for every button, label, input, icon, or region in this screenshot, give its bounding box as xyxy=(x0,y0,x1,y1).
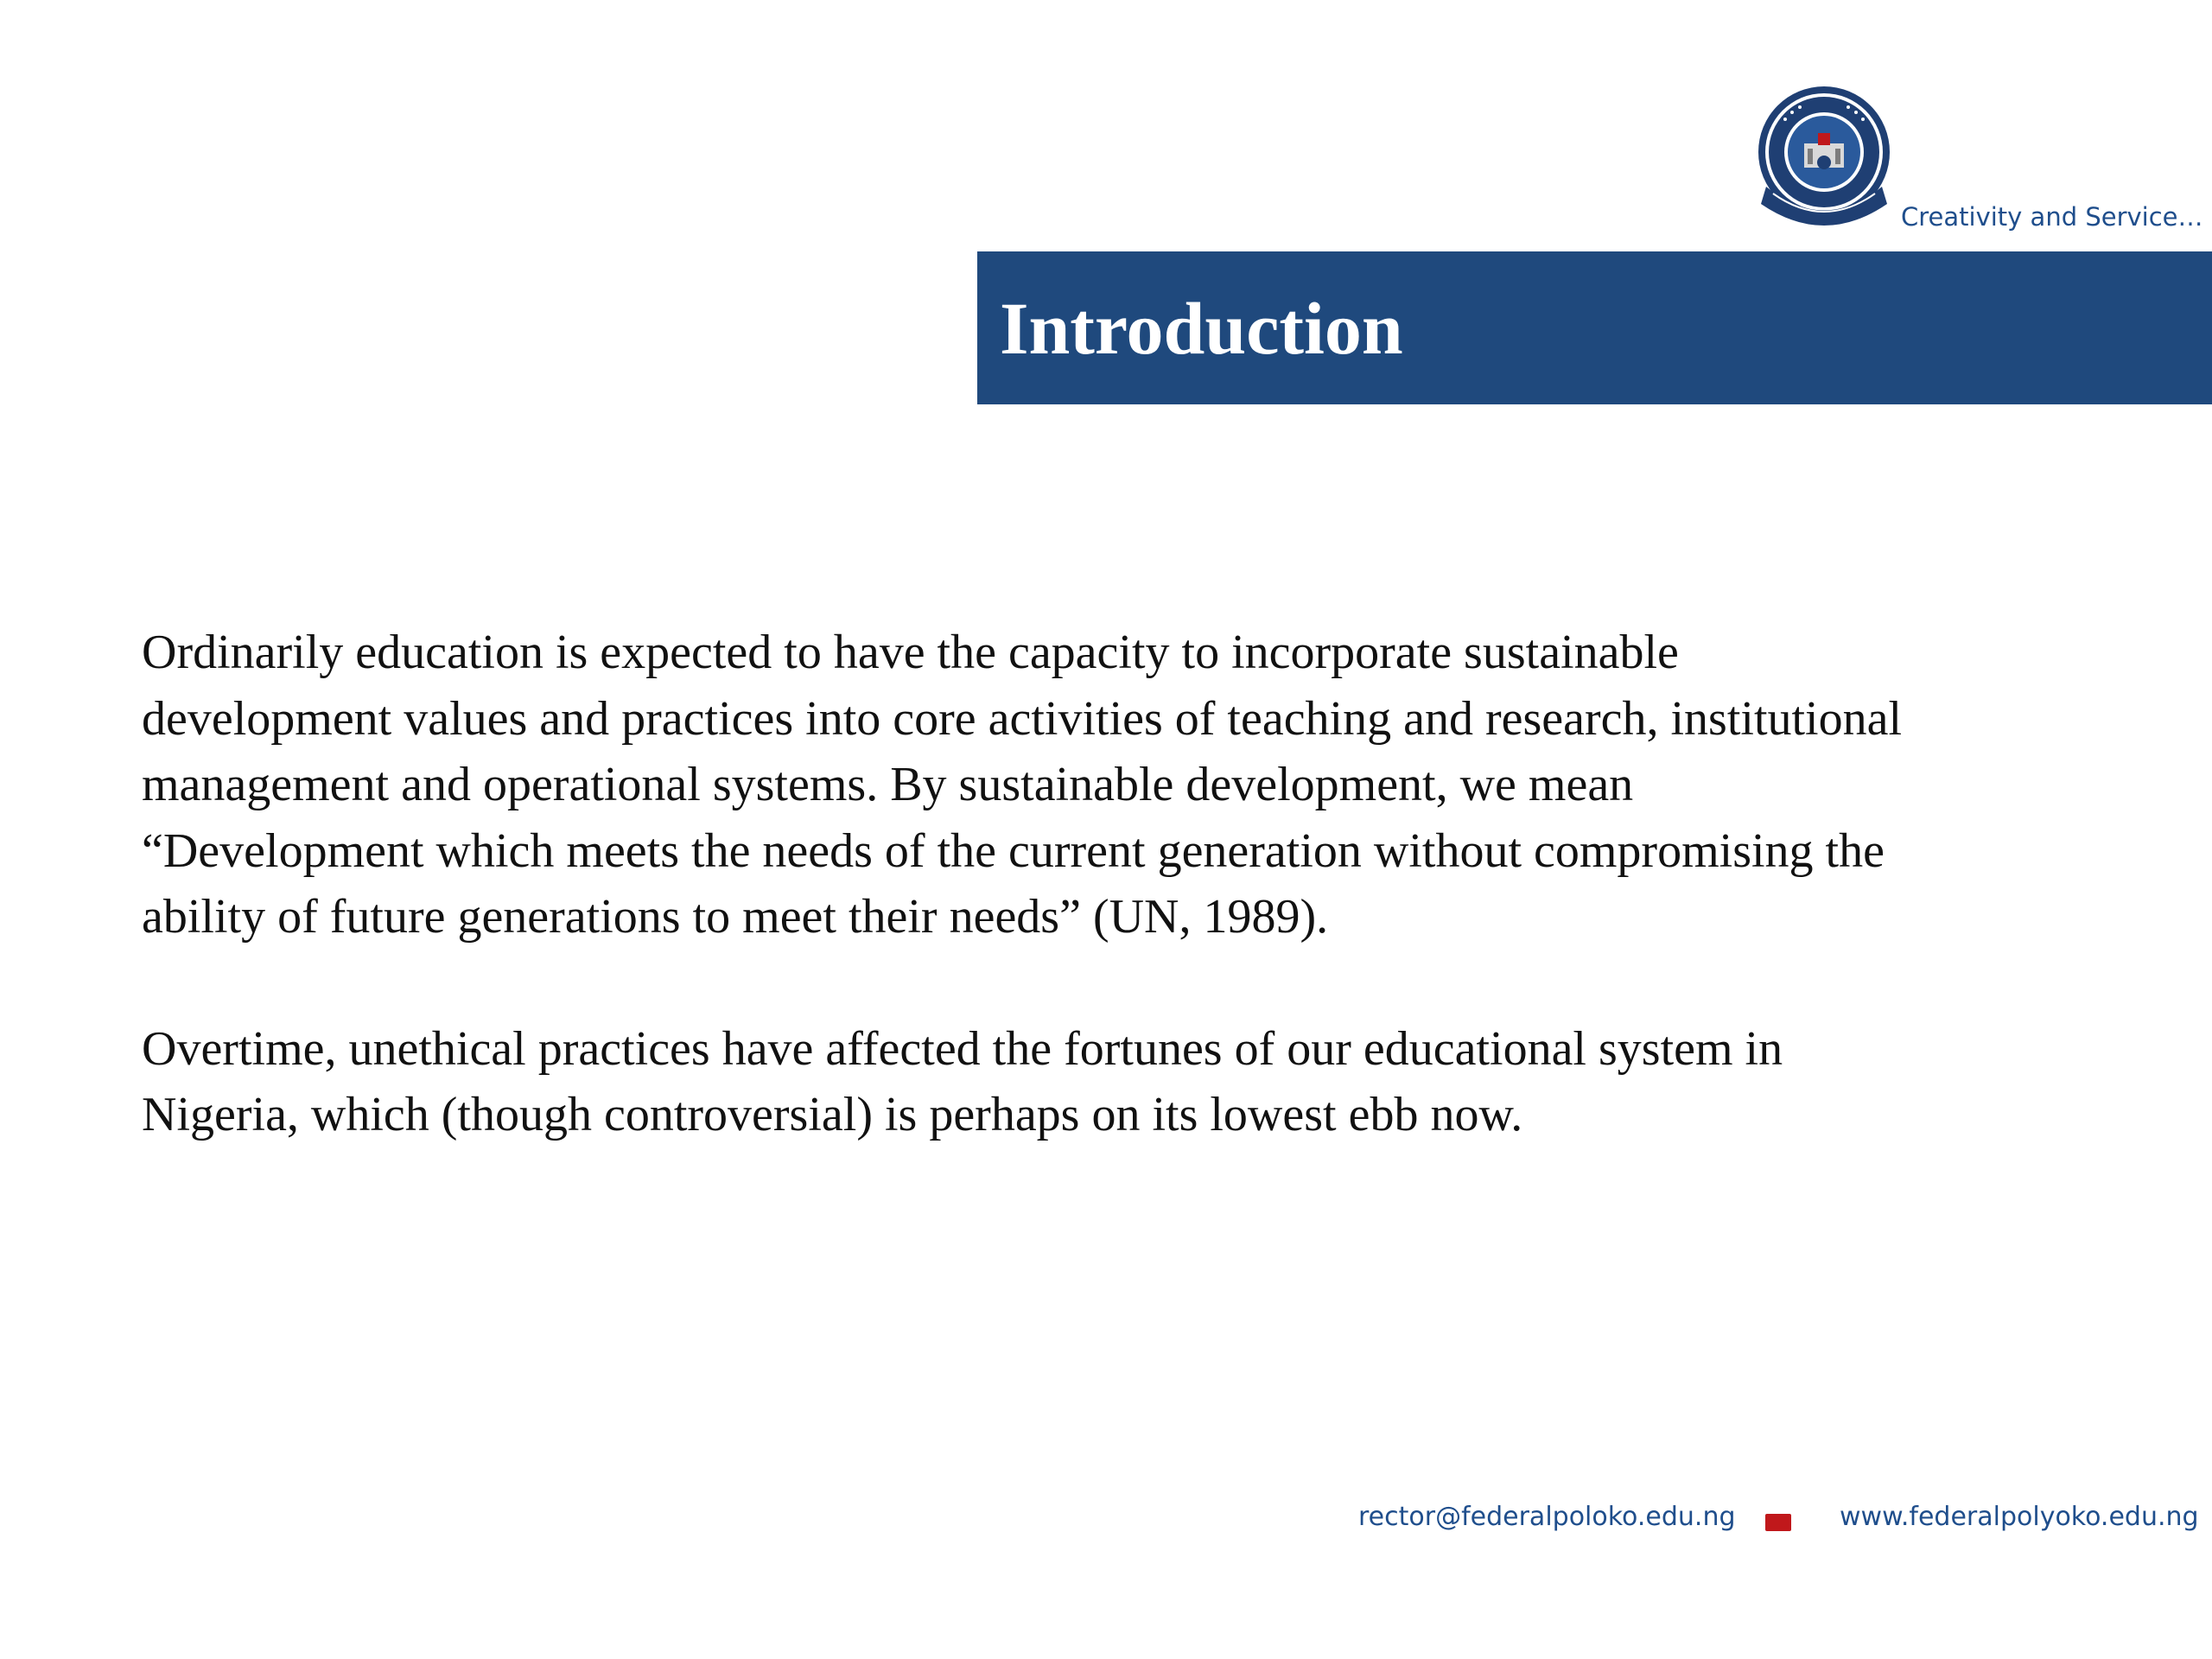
paragraph-1-line-4: “Development which meets the needs of the current generation without compromising the xyxy=(142,823,1885,878)
footer-website[interactable]: www.federalpolyoko.edu.ng xyxy=(1840,1502,2199,1532)
paragraph-1-line-3: management and operational systems. By sustainable development, we mean xyxy=(142,758,1634,811)
tagline: Creativity and Service… xyxy=(1901,202,2203,232)
paragraph-2-line-1: Overtime, unethical practices have affected the fortunes of our educational system in xyxy=(142,1021,1783,1076)
page-title: Introduction xyxy=(1000,287,1403,370)
title-bar xyxy=(977,251,2212,404)
paragraph-1-line-2: development values and practices into core activities of teaching and research, institutional xyxy=(142,691,1903,746)
footer-email[interactable]: rector@federalpoloko.edu.ng xyxy=(1358,1502,1736,1532)
paragraph-1-line-5: ability of future generations to meet their needs” (UN, 1989). xyxy=(142,890,1329,944)
paragraph-1-line-1: Ordinarily education is expected to have the capacity to incorporate sustainable xyxy=(142,626,1679,679)
paragraph-2-line-2: Nigeria, which (though controversial) is perhaps on its lowest ebb now. xyxy=(142,1088,1523,1141)
red-square-separator xyxy=(1765,1514,1791,1531)
paragraph-gap xyxy=(142,950,2129,1016)
institution-seal-icon xyxy=(1751,83,1897,238)
body-text xyxy=(142,620,2129,1148)
